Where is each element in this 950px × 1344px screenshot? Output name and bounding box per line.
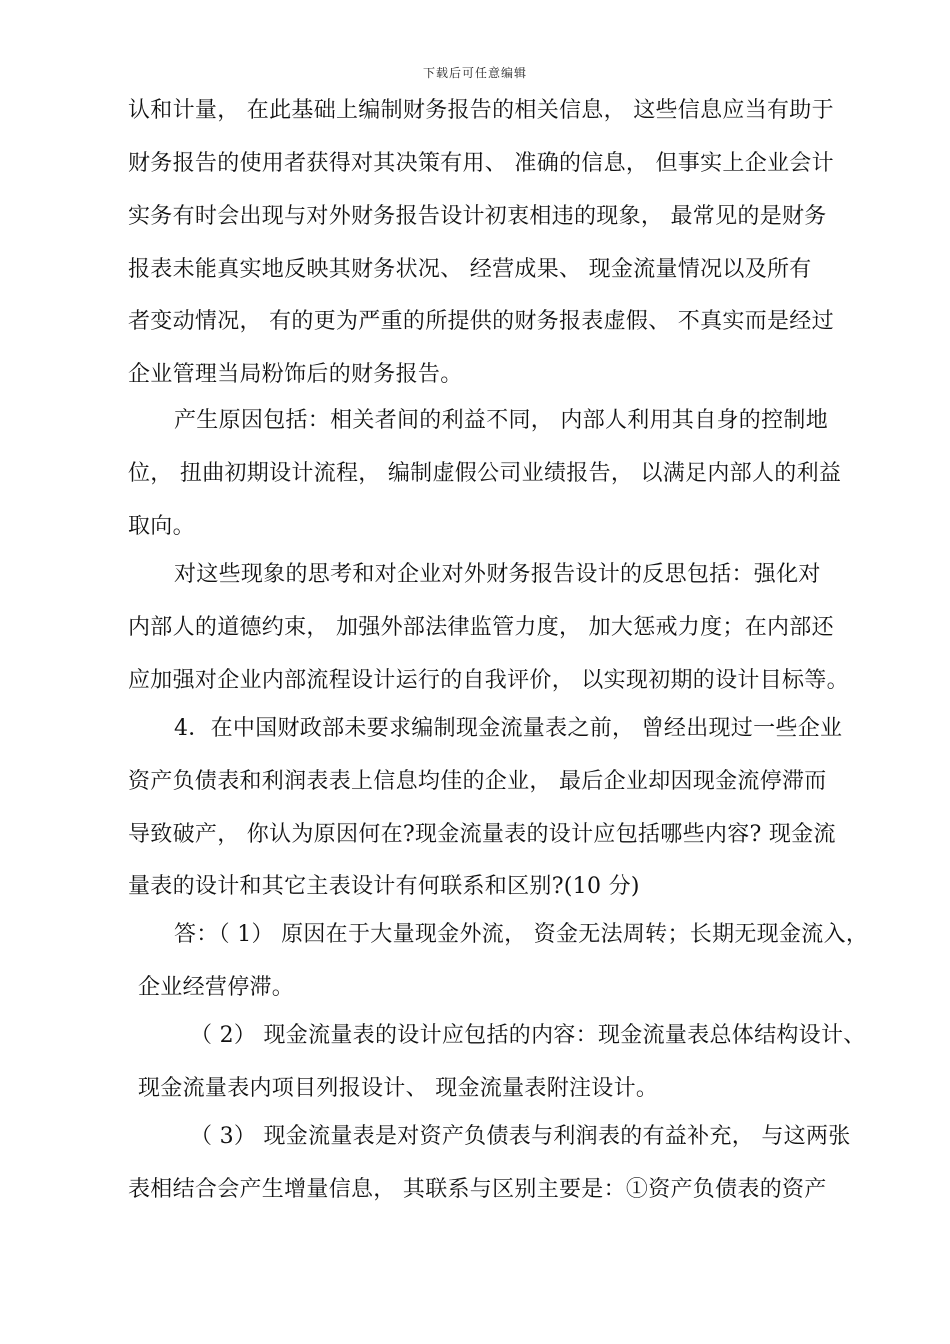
text-line: 财务报告的使用者获得对其决策有用、 准确的信息， 但事实上企业会计 bbox=[128, 151, 834, 176]
answer-line: 表相结合会产生增量信息， 其联系与区别主要是：①资产负债表的资产 bbox=[128, 1177, 827, 1202]
answer-line: （ 3） 现金流量表是对资产负债表与利润表的有益补充， 与这两张 bbox=[190, 1124, 851, 1149]
answer-line: 企业经营停滞。 bbox=[138, 975, 295, 1000]
text-line: 对这些现象的思考和对企业对外财务报告设计的反思包括：强化对 bbox=[174, 562, 821, 587]
text-line: 内部人的道德约束， 加强外部法律监管力度， 加大惩戒力度；在内部还 bbox=[128, 615, 834, 640]
text-line: 企业管理当局粉饰后的财务报告。 bbox=[128, 362, 463, 387]
answer-line: 现金流量表内项目列报设计、 现金流量表附注设计。 bbox=[138, 1076, 659, 1101]
text-line: 实务有时会出现与对外财务报告设计初衷相违的现象， 最常见的是财务 bbox=[128, 204, 827, 229]
text-line: 者变动情况， 有的更为严重的所提供的财务报表虚假、 不真实而是经过 bbox=[128, 309, 834, 334]
answer-line: 答：（ 1） 原因在于大量现金外流， 资金无法周转；长期无现金流入， bbox=[174, 922, 869, 947]
question-line: 导致破产， 你认为原因何在?现金流量表的设计应包括哪些内容? 现金流 bbox=[128, 822, 836, 847]
page-header: 下载后可任意编辑 bbox=[422, 66, 527, 80]
answer-line: （ 2） 现金流量表的设计应包括的内容：现金流量表总体结构设计、 bbox=[190, 1023, 866, 1048]
question-line: 资产负债表和利润表表上信息均佳的企业， 最后企业却因现金流停滞而 bbox=[128, 769, 827, 794]
question-line: 4．在中国财政部未要求编制现金流量表之前， 曾经出现过一些企业 bbox=[174, 716, 843, 741]
text-line: 认和计量， 在此基础上编制财务报告的相关信息， 这些信息应当有助于 bbox=[128, 98, 834, 123]
text-line: 应加强对企业内部流程设计运行的自我评价， 以实现初期的设计目标等。 bbox=[128, 668, 849, 693]
text-line: 位， 扭曲初期设计流程， 编制虚假公司业绩报告， 以满足内部人的利益 bbox=[128, 461, 842, 486]
text-line: 产生原因包括：相关者间的利益不同， 内部人利用其自身的控制地 bbox=[174, 408, 828, 433]
question-line: 量表的设计和其它主表设计有何联系和区别?(10 分) bbox=[128, 874, 640, 899]
text-line: 报表未能真实地反映其财务状况、 经营成果、 现金流量情况以及所有 bbox=[128, 257, 812, 282]
text-line: 取向。 bbox=[128, 514, 195, 539]
